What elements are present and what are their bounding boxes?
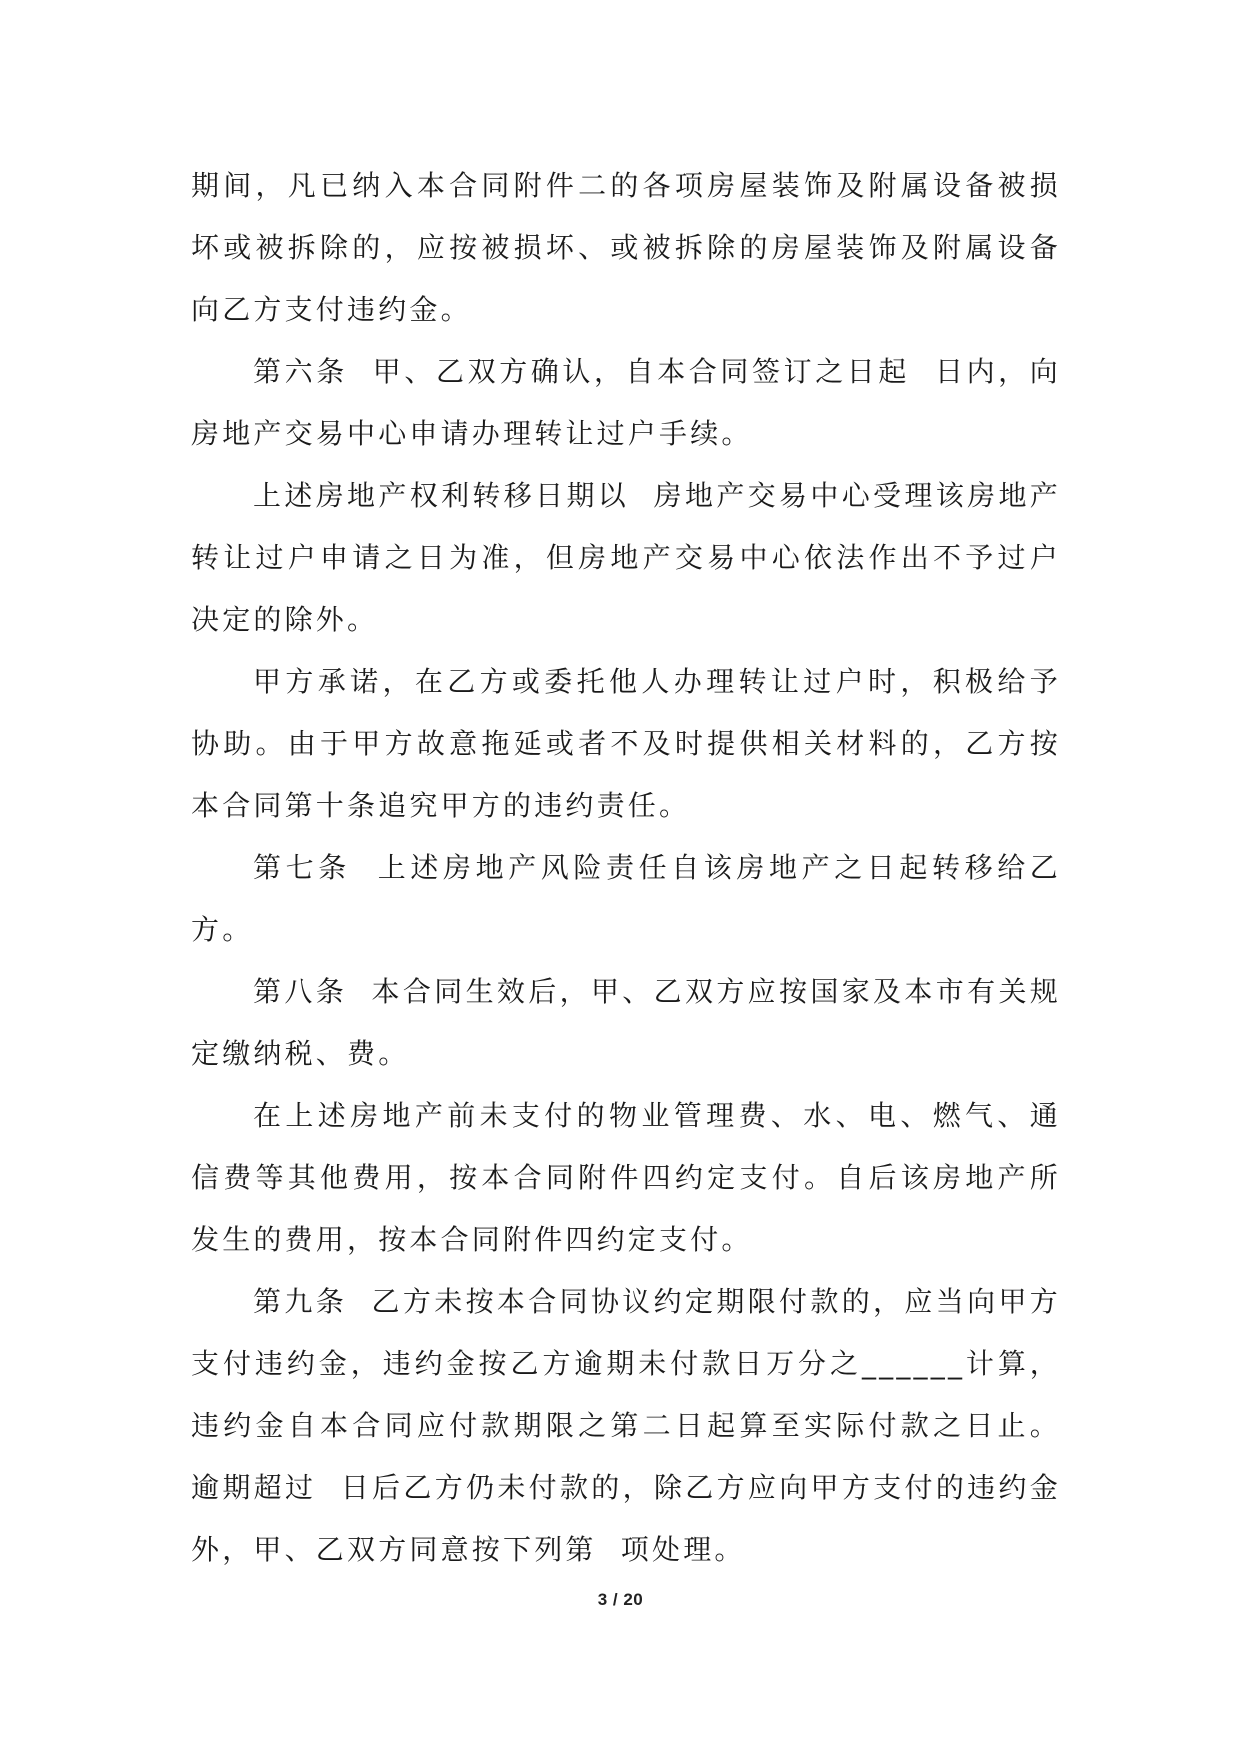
paragraph-party-a-promise: 甲方承诺，在乙方或委托他人办理转让过户时，积极给予协助。由于甲方故意拖延或者不及时提供相关材料的，乙方按本合同第十条追究甲方的违约责任。 bbox=[191, 665, 1061, 822]
paragraph-article-9: 第九条 乙方未按本合同协议约定期限付款的，应当向甲方支付违约金，违约金按乙方逾期未付款日万分之______计算，违约金自本合同应付款期限之第二日起算至实际付款之日止。逾期超过 日后乙方仍未付款的，除乙方应向甲方支付的违约金外，甲、乙双方同意按下列第 项处理。 bbox=[191, 1285, 1061, 1566]
paragraph-unpaid-fees: 在上述房地产前未支付的物业管理费、水、电、燃气、通信费等其他费用，按本合同附件四约定支付。自后该房地产所发生的费用，按本合同附件四约定支付。 bbox=[191, 1099, 1061, 1256]
paragraph-continuation: 期间，凡已纳入本合同附件二的各项房屋装饰及附属设备被损坏或被拆除的，应按被损坏、或被拆除的房屋装饰及附属设备向乙方支付违约金。 bbox=[191, 169, 1061, 326]
paragraph-article-7: 第七条 上述房地产风险责任自该房地产之日起转移给乙方。 bbox=[191, 851, 1061, 946]
paragraph-transfer-date: 上述房地产权利转移日期以 房地产交易中心受理该房地产转让过户申请之日为准，但房地产交易中心依法作出不予过户决定的除外。 bbox=[191, 479, 1061, 636]
paragraph-article-8: 第八条 本合同生效后，甲、乙双方应按国家及本市有关规定缴纳税、费。 bbox=[191, 975, 1061, 1070]
paragraph-article-6: 第六条 甲、乙双方确认，自本合同签订之日起 日内，向房地产交易中心申请办理转让过户手续。 bbox=[191, 355, 1061, 450]
document-body bbox=[191, 155, 1061, 1581]
page-number: 3 / 20 bbox=[597, 1590, 644, 1609]
